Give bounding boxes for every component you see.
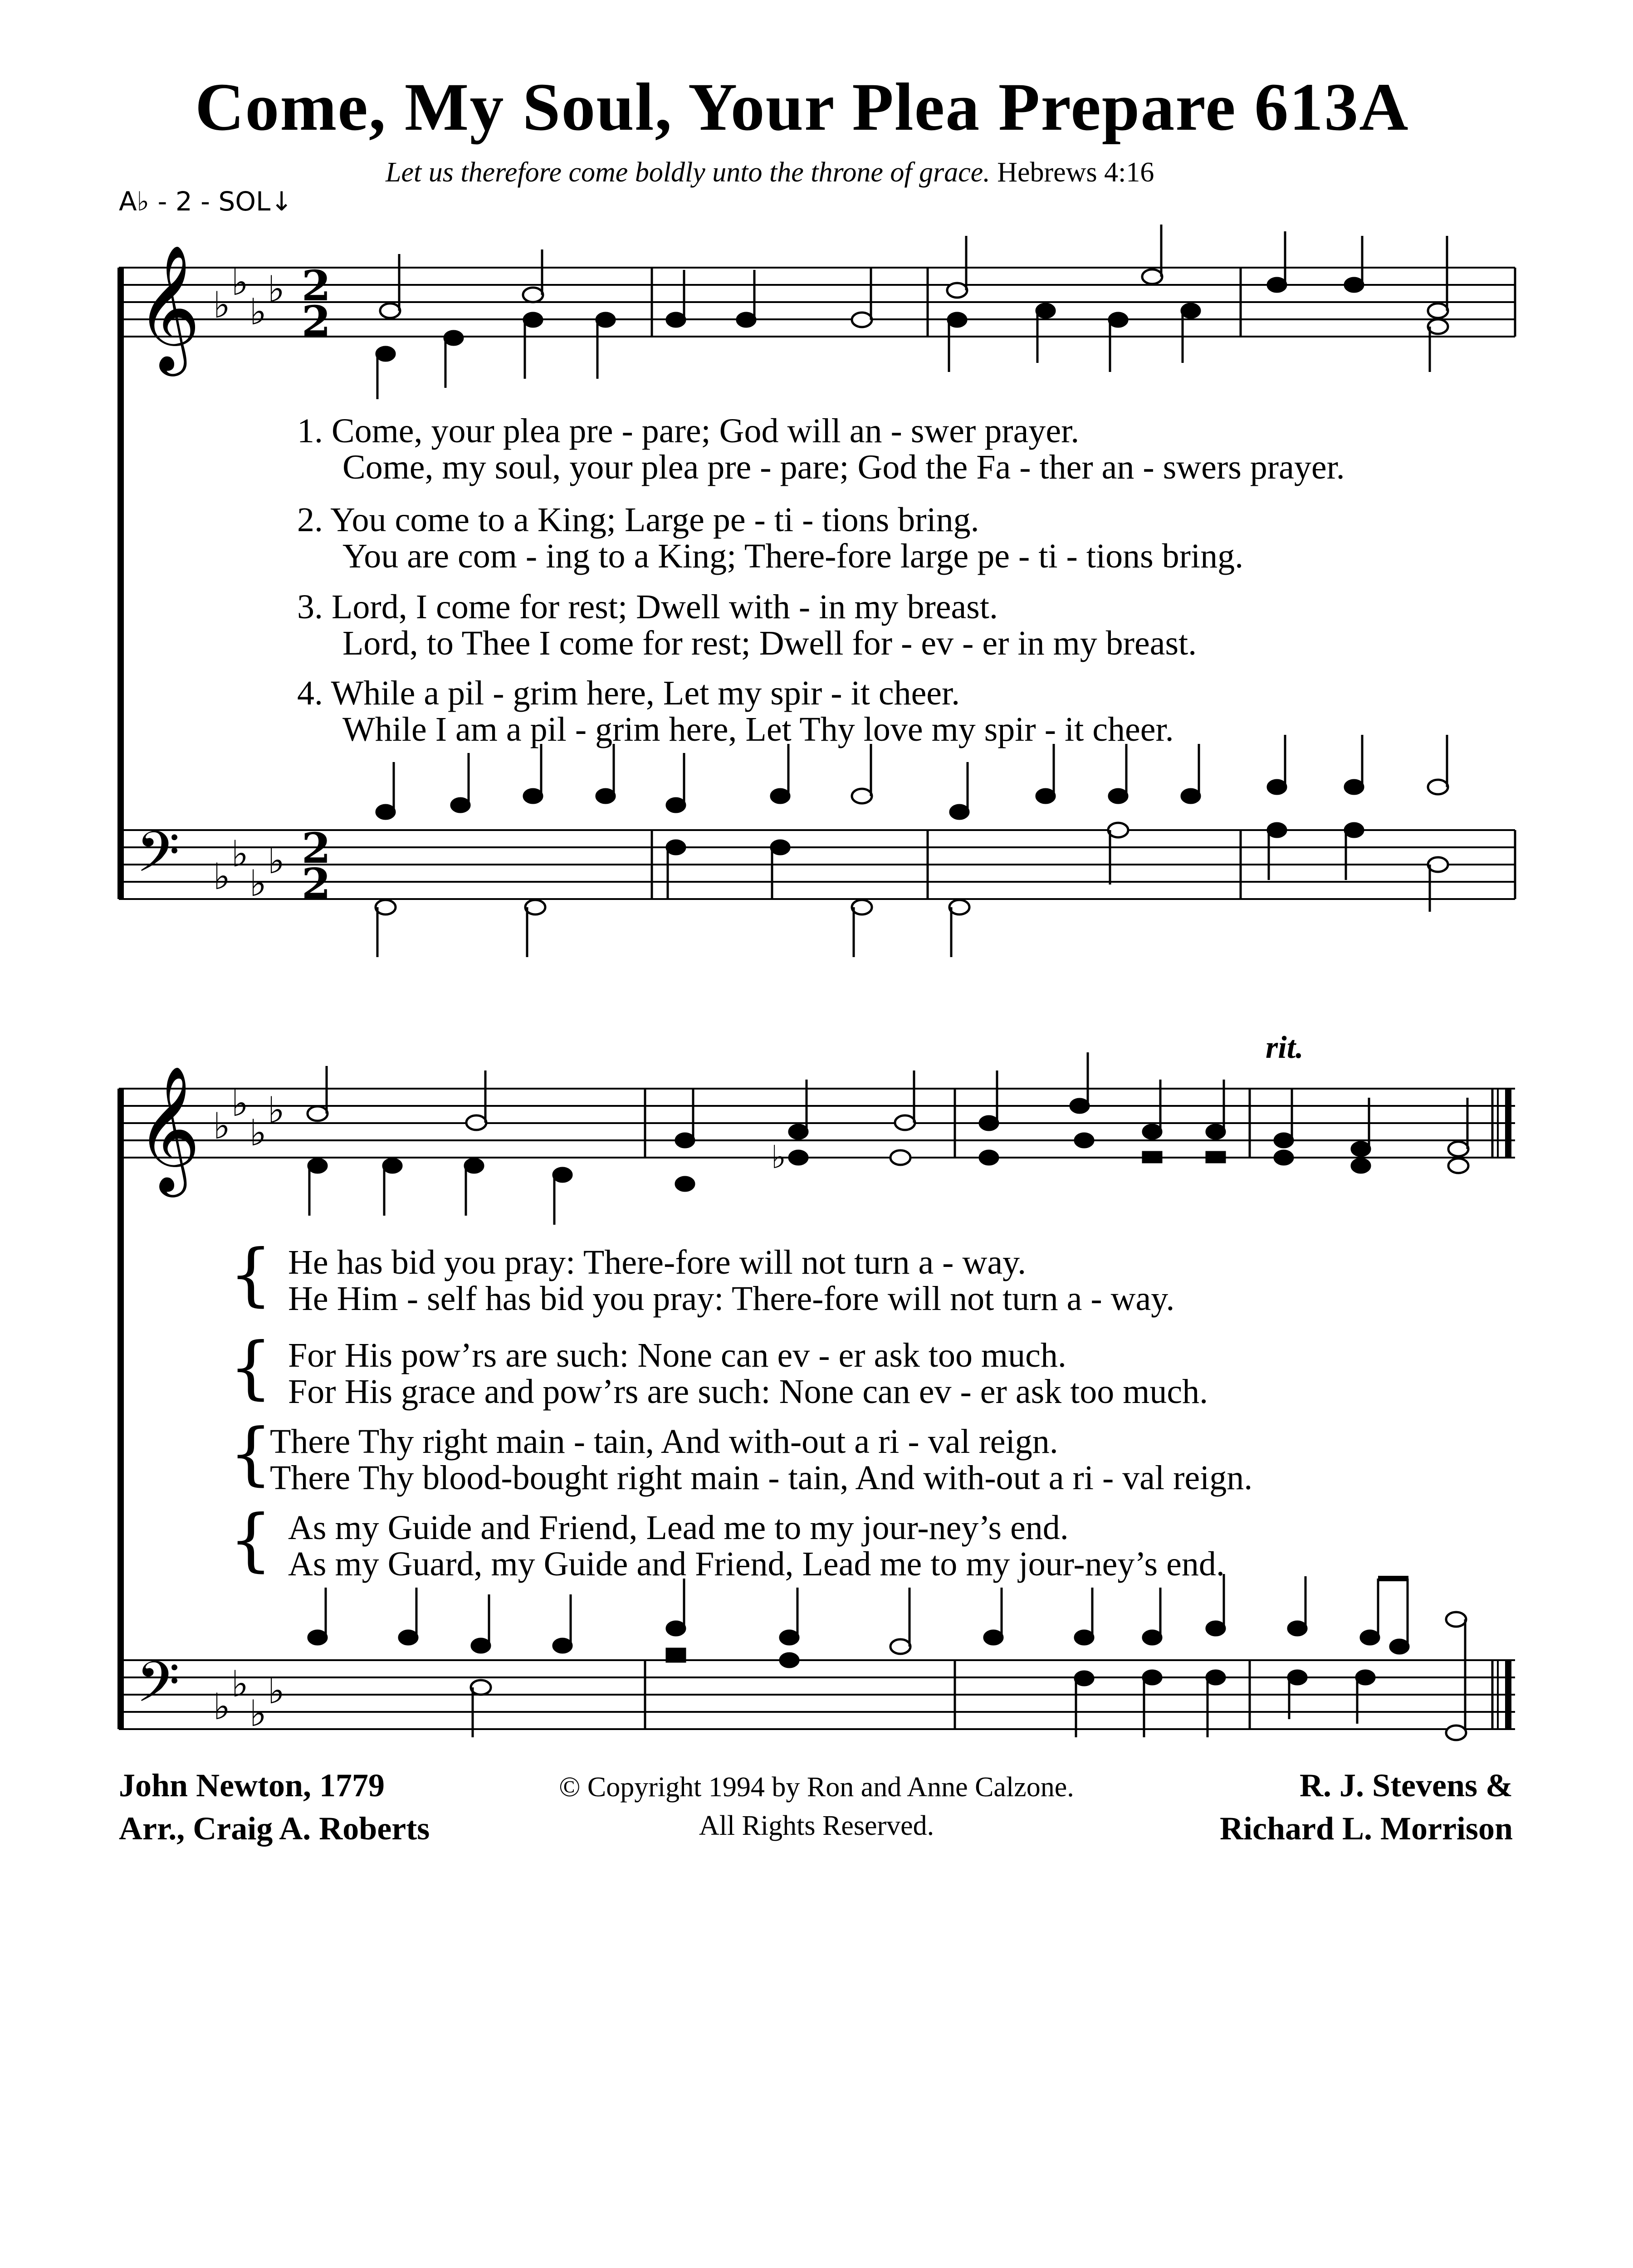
system1-bass-clef: 𝄢 — [136, 820, 180, 899]
verse3-brace: { — [229, 1414, 273, 1493]
system2-treble-notes — [308, 1052, 1468, 1225]
svg-text:♭: ♭ — [249, 862, 267, 904]
system2-bass-notes — [308, 1574, 1466, 1740]
verse1-alt: Come, my soul, your plea pre - pare; God the Fa - ther an - swers prayer. — [342, 448, 1345, 486]
system2-treble-clef: 𝄞 — [136, 1065, 200, 1192]
system1-barlines — [652, 268, 1515, 899]
verse1-main: 1. Come, your plea pre - pare; God will an - swer prayer. — [297, 412, 1080, 450]
system1-treble-key-signature — [213, 261, 285, 333]
system1-treble-clef: 𝄞 — [136, 244, 200, 371]
verse2-alt: You are com - ing to a King; There-fore large pe - ti - tions bring. — [342, 537, 1244, 575]
verse3-refrain-alt: There Thy blood-bought right main - tain, And with-out a ri - val reign. — [270, 1459, 1253, 1497]
svg-text:♭: ♭ — [249, 291, 267, 333]
final-double-barline — [1498, 1089, 1508, 1729]
composer-line-1: R. J. Stevens & — [1300, 1767, 1513, 1804]
svg-text:♭: ♭ — [231, 833, 249, 875]
svg-text:♭: ♭ — [213, 855, 230, 898]
svg-text:♭: ♭ — [268, 840, 285, 882]
verse2-refrain-main: For His pow’rs are such: None can ev - er ask too much. — [288, 1336, 1066, 1374]
verse4-refrain-alt: As my Guard, my Guide and Friend, Lead me to my jour-ney’s end. — [288, 1545, 1225, 1583]
system2-treble-staff — [119, 1089, 1515, 1158]
svg-text:♭: ♭ — [213, 1686, 230, 1728]
system1-treble-time-signature — [302, 261, 331, 346]
verse4-alt: While I am a pil - grim here, Let Thy love my spir - it cheer. — [342, 710, 1174, 748]
svg-text:♭: ♭ — [213, 284, 230, 326]
copyright-line-2: All Rights Reserved. — [699, 1810, 934, 1841]
svg-text:2: 2 — [302, 297, 331, 346]
verse4-brace: { — [229, 1501, 273, 1579]
verse4-refrain-main: As my Guide and Friend, Lead me to my jour-ney’s end. — [288, 1509, 1069, 1547]
svg-text:♭: ♭ — [268, 1089, 285, 1131]
composer-line-2: Richard L. Morrison — [1220, 1810, 1513, 1847]
verse4-main: 4. While a pil - grim here, Let my spir - it cheer. — [297, 674, 960, 712]
svg-text:♭: ♭ — [231, 1663, 249, 1705]
verse1-brace: { — [229, 1235, 273, 1314]
system1-bass-key-signature — [213, 833, 285, 904]
svg-text:♭: ♭ — [249, 1692, 267, 1735]
verse1-refrain-main: He has bid you pray: There-fore will not turn a - way. — [288, 1243, 1027, 1281]
system2-treble-key-signature — [213, 1082, 285, 1154]
key-signature-info: A♭ - 2 - SOL↓ — [119, 186, 293, 217]
system1-bass-time-signature — [302, 824, 331, 908]
system2-bass-staff — [119, 1660, 1515, 1729]
svg-text:2: 2 — [302, 824, 331, 873]
verse2-brace: { — [229, 1328, 273, 1407]
verse2-refrain-alt: For His grace and pow’rs are such: None can ev - er ask too much. — [288, 1373, 1208, 1411]
system2-bass-clef: 𝄢 — [136, 1650, 180, 1729]
verse3-alt: Lord, to Thee I come for rest; Dwell for - ev - er in my breast. — [342, 624, 1197, 662]
svg-text:2: 2 — [302, 859, 331, 908]
verse2-main: 2. You come to a King; Large pe - ti - tions bring. — [297, 501, 979, 539]
system1-treble-notes — [376, 225, 1448, 399]
verse1-refrain-alt: He Him - self has bid you pray: There-fore will not turn a - way. — [288, 1280, 1175, 1318]
svg-text:♭: ♭ — [213, 1105, 230, 1147]
system2-bass-key-signature — [213, 1663, 285, 1735]
svg-text:♭: ♭ — [231, 1082, 249, 1124]
verse3-main: 3. Lord, I come for rest; Dwell with - in my breast. — [297, 588, 998, 626]
verse3-refrain-main: There Thy right main - tain, And with-out a ri - val reign. — [270, 1422, 1058, 1461]
text-arranger: Arr., Craig A. Roberts — [119, 1810, 430, 1847]
svg-text:♭: ♭ — [268, 1670, 285, 1712]
ritardando-mark: rit. — [1266, 1030, 1304, 1065]
hymn-title: Come, My Soul, Your Plea Prepare 613A — [195, 69, 1409, 145]
system1-bass-notes — [376, 735, 1448, 957]
copyright-line-1: © Copyright 1994 by Ron and Anne Calzone. — [559, 1772, 1074, 1803]
svg-text:♭: ♭ — [231, 261, 249, 303]
epigraph-reference: Hebrews 4:16 — [997, 157, 1154, 188]
epigraph-quote: Let us therefore come boldly unto the throne of grace. — [386, 157, 990, 188]
svg-text:2: 2 — [302, 261, 331, 310]
svg-text:♭: ♭ — [249, 1112, 267, 1154]
text-author: John Newton, 1779 — [119, 1767, 385, 1804]
svg-text:♭: ♭ — [771, 1139, 787, 1176]
svg-text:♭: ♭ — [268, 268, 285, 310]
